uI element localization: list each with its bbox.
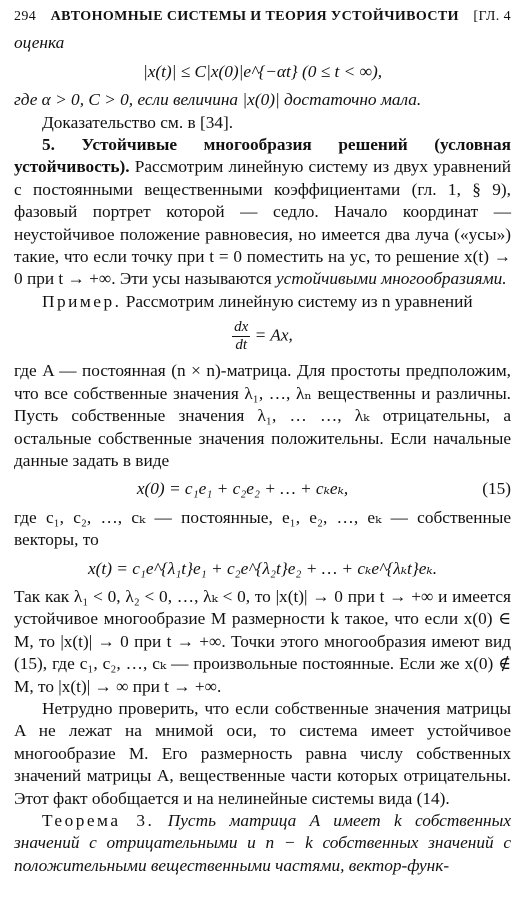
proof-line: Доказательство см. в [34].: [42, 112, 234, 132]
example-text-2: где c₁, c₂, …, cₖ — постоянные, e₁, e₂, …, eₖ — собственные векторы, то: [14, 507, 511, 550]
example-text-3: Так как λ₁ < 0, λ₂ < 0, …, λₖ < 0, то |x(t)| → 0 при t → +∞ и имеется устойчивое многообразие M размерности k такое, что если x(0) ∈ M, то |x(t)| → 0 при t → +∞. Точки этого многообразия имеют вид (15), где c₁, c₂, …, cₖ — произвольные постоянные. Если же x(0) ∉ M, то |x(t)| → ∞ при t → +∞.: [14, 586, 511, 696]
example-label: Пример.: [42, 291, 122, 311]
solution-formula: x(t) = c₁e^{λ₁t}e₁ + c₂e^{λ₂t}e₂ + … + cₖe^{λₖt}eₖ.: [87, 558, 438, 578]
example-intro: Рассмотрим линейную систему из n уравнений: [125, 291, 473, 311]
running-title: АВТОНОМНЫЕ СИСТЕМЫ И ТЕОРИЯ УСТОЙЧИВОСТИ: [50, 9, 459, 24]
fraction-denominator: dt: [235, 337, 248, 354]
condition-line: где α > 0, C > 0, если величина |x(0)| достаточно мала.: [14, 90, 422, 110]
example-text-4: Нетрудно проверить, что если собственные значения матрицы A не лежат на мнимой оси, то система имеет устойчивое многообразие M. Его размерность равна числу собственных значений матрицы A, вещественные части которых отрицательны. Этот факт обобщается и на нелинейные системы вида (14).: [14, 698, 511, 808]
fraction-numerator: dx: [234, 319, 249, 336]
equation-15-row: [14, 478, 511, 500]
equation-15-label: (15): [482, 479, 511, 499]
equation-15: x(0) = c₁e₁ + c₂e₂ + … + cₖeₖ,: [136, 479, 349, 499]
section-5-paragraph: [14, 134, 511, 291]
theorem-3-paragraph: [14, 810, 511, 877]
chapter-ref: [ГЛ. 4: [473, 9, 511, 24]
section-5-text: Рассмотрим линейную систему из двух уравнений с постоянными вещественными коэффициентами (гл. 1, § 9), фазовый портрет которой — седло. Начало координат — неустойчивое положение равновесия, но имеется два луча («усы») такие, что если точку при t = 0 поместить на ус, то решение x(t) → 0 при t → +∞. Эти усы называются: [14, 157, 511, 289]
page-number: 294: [14, 9, 37, 24]
estimate-word: оценка: [14, 33, 65, 53]
section-5-heading: 5. Устойчивые многообразия решений (условная устойчивость).: [14, 135, 511, 177]
theorem-text: Пусть матрица A имеет k собственных значений с отрицательными и n − k собственных значений с положительными вещественными частями, вектор-функ-: [14, 811, 511, 875]
example-text-1: где A — постоянная (n × n)-матрица. Для простоты предположим, что все собственные значения λ₁, …, λₙ вещественны и различны. Пусть собственные значения λ₁, … …, λₖ отрицательны, а остальные собственные значения положительны. Если начальные данные задать в виде: [14, 361, 511, 470]
example-intro-paragraph: [14, 291, 511, 313]
stable-manifold-term: устойчивыми многообразиями.: [275, 269, 507, 289]
derivative-fraction: [232, 319, 250, 354]
estimate-formula: |x(t)| ≤ C|x(0)|e^{−αt} (0 ≤ t < ∞),: [142, 61, 383, 81]
running-header: [14, 6, 511, 28]
system-equation: [14, 319, 511, 354]
theorem-label: Теорема 3.: [42, 811, 155, 830]
equation-rhs: = Ax,: [254, 325, 293, 345]
